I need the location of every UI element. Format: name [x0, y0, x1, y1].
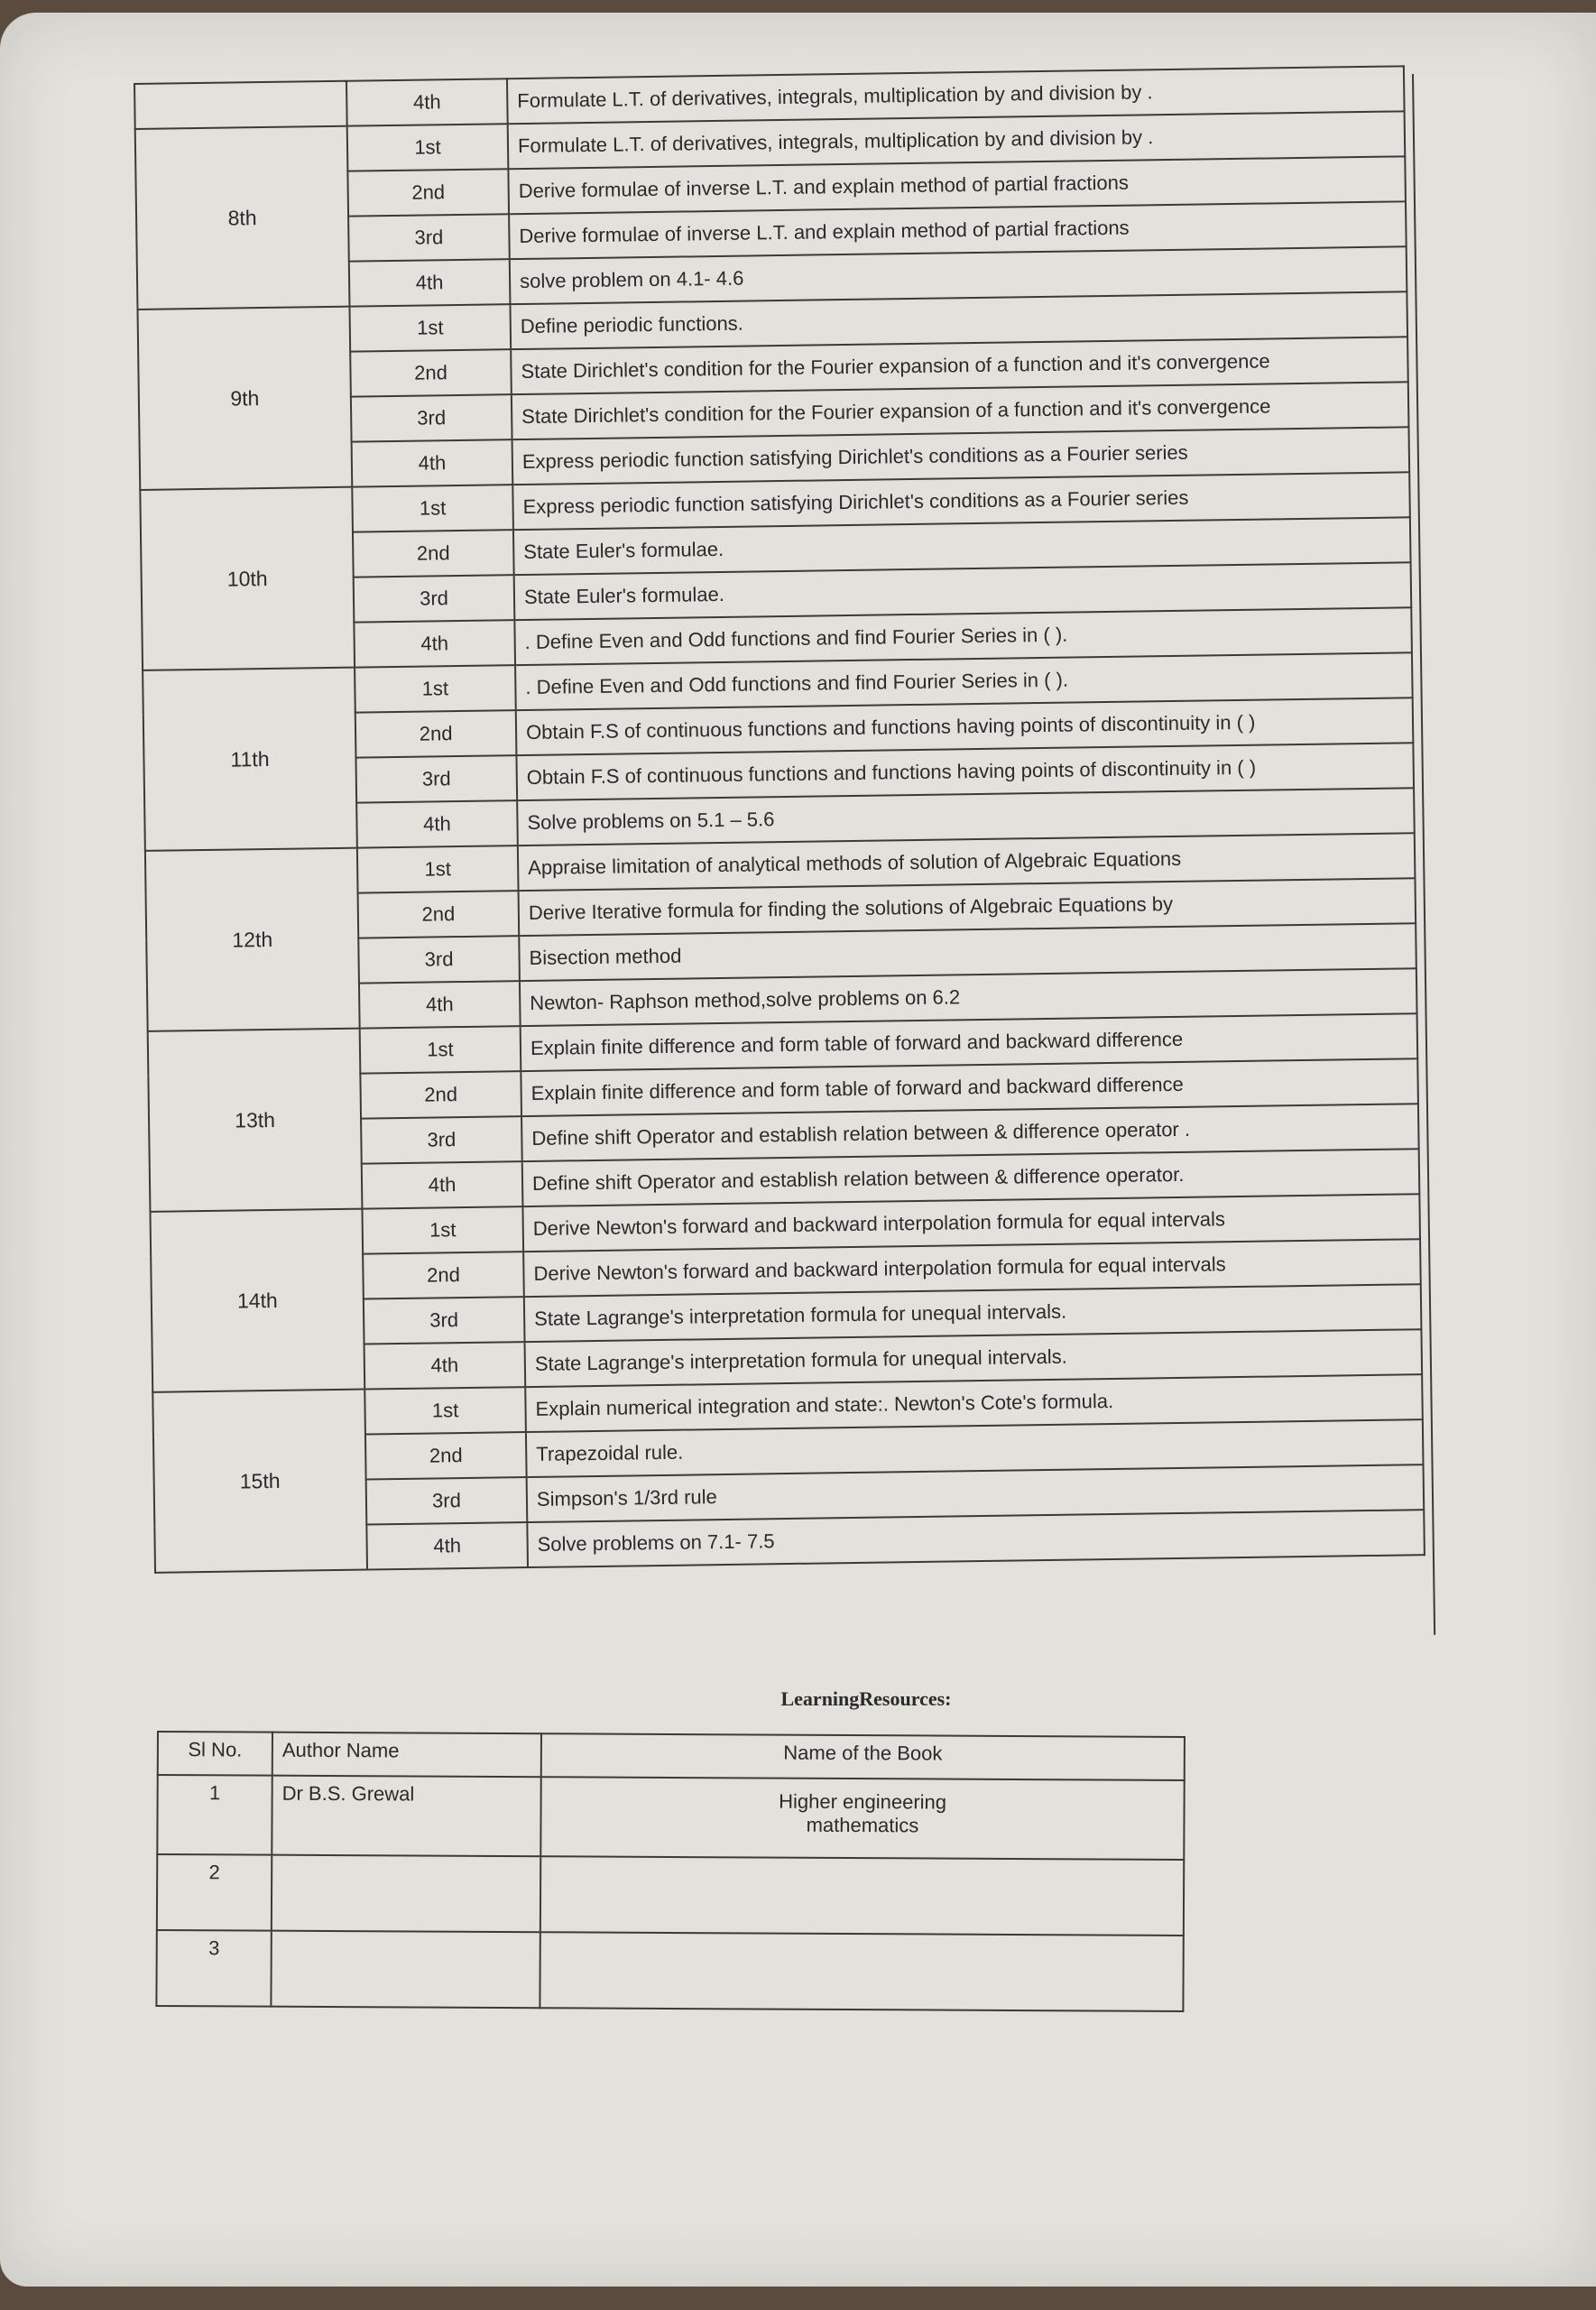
topic-cell: State Lagrange's interpretation formula for unequal intervals.: [525, 1329, 1423, 1387]
topic-cell: . Define Even and Odd functions and find Fourier Series in ( ).: [515, 652, 1413, 710]
topic-cell: State Euler's formulae.: [514, 562, 1412, 620]
topic-cell: Simpson's 1/3rd rule: [527, 1465, 1425, 1522]
topic-cell: Define shift Operator and establish relation between & difference operator .: [521, 1104, 1419, 1161]
week-cell: 15th: [152, 1390, 367, 1573]
topic-cell: Obtain F.S of continuous functions and functions having points of discontinuity in ( ): [516, 698, 1414, 755]
book-header: Name of the Book: [541, 1733, 1185, 1780]
author-header: Author Name: [272, 1732, 541, 1778]
week-cell: 14th: [150, 1209, 364, 1392]
lecture-day-cell: 4th: [362, 1161, 523, 1208]
book-cell: [540, 1777, 1184, 1860]
author-cell: [271, 1931, 540, 2009]
topic-cell: Derive Newton's forward and backward interpolation formula for equal intervals: [523, 1239, 1421, 1297]
lecture-day-cell: 4th: [359, 981, 521, 1028]
topic-cell: Derive formulae of inverse L.T. and explain method of partial fractions: [509, 201, 1407, 259]
week-cell: [134, 81, 347, 129]
topic-cell: . Define Even and Odd functions and find Fourier Series in ( ).: [514, 607, 1412, 665]
learning-resources-heading: LearningResources:: [780, 1687, 952, 1710]
topic-cell: Define shift Operator and establish relation between & difference operator.: [522, 1149, 1420, 1206]
lecture-day-cell: 3rd: [351, 394, 512, 441]
lecture-day-cell: 1st: [364, 1387, 526, 1434]
book-title: Higher engineering mathematics: [779, 1789, 947, 1837]
lecture-day-cell: 3rd: [355, 755, 517, 802]
sl-no-header: Sl No.: [158, 1732, 272, 1776]
lecture-day-cell: 2nd: [347, 169, 509, 216]
topic-cell: Derive Newton's forward and backward interpolation formula for equal intervals: [522, 1194, 1420, 1252]
lecture-day-cell: 1st: [347, 124, 509, 171]
lecture-day-cell: 4th: [366, 1522, 528, 1569]
lecture-day-cell: 3rd: [366, 1477, 528, 1524]
topic-cell: Trapezoidal rule.: [526, 1419, 1424, 1477]
topic-cell: Derive formulae of inverse L.T. and explain method of partial fractions: [508, 156, 1406, 214]
topic-cell: Solve problems on 7.1- 7.5: [527, 1510, 1425, 1567]
topic-cell: Solve problems on 5.1 – 5.6: [517, 788, 1415, 845]
lecture-day-cell: 4th: [364, 1342, 526, 1389]
week-cell: 12th: [145, 848, 360, 1031]
topic-cell: Express periodic function satisfying Dirichlet's conditions as a Fourier series: [512, 472, 1410, 530]
lecture-day-cell: 2nd: [363, 1252, 524, 1298]
lecture-day-cell: 3rd: [364, 1297, 525, 1344]
week-cell: 8th: [135, 126, 350, 310]
week-cell: 9th: [138, 307, 353, 490]
sl-no-cell: 3: [156, 1930, 271, 2007]
lecture-day-cell: 2nd: [350, 349, 512, 396]
table-header-row: [158, 1732, 1185, 1780]
topic-cell: Explain numerical integration and state:. Newton's Cote's formula.: [525, 1374, 1423, 1432]
author-cell: Dr B.S. Grewal: [272, 1776, 540, 1857]
topic-cell: Newton- Raphson method,solve problems on 6.2: [520, 968, 1417, 1026]
topic-cell: Formulate L.T. of derivatives, integrals, multiplication by and division by .: [508, 111, 1406, 169]
learning-resources-table: [155, 1731, 1185, 2012]
lecture-day-cell: 3rd: [361, 1116, 522, 1163]
lecture-day-cell: 2nd: [358, 891, 520, 938]
topic-cell: solve problem on 4.1- 4.6: [510, 246, 1407, 304]
lecture-day-cell: 1st: [360, 1026, 521, 1073]
topic-cell: Define periodic functions.: [510, 291, 1407, 349]
book-cell: [540, 1856, 1184, 1936]
lecture-day-cell: 2nd: [355, 710, 517, 757]
lecture-day-cell: 4th: [349, 259, 511, 306]
lecture-day-cell: 4th: [346, 79, 508, 125]
topic-cell: Bisection method: [519, 923, 1416, 981]
lecture-day-cell: 1st: [355, 665, 516, 712]
topic-cell: State Dirichlet's condition for the Fourier expansion of a function and it's convergence: [512, 382, 1409, 439]
week-cell: 11th: [143, 668, 357, 851]
topic-cell: Express periodic function satisfying Dirichlet's conditions as a Fourier series: [512, 427, 1410, 485]
lesson-plan-table: [134, 65, 1425, 1574]
sl-no-cell: 1: [157, 1775, 272, 1855]
lecture-day-cell: 1st: [357, 845, 519, 892]
lecture-day-cell: 4th: [354, 620, 515, 667]
lecture-day-cell: 2nd: [360, 1071, 521, 1118]
book-cell: [540, 1932, 1183, 2011]
table-row: [157, 1775, 1184, 1860]
topic-cell: State Lagrange's interpretation formula for unequal intervals.: [524, 1284, 1422, 1342]
sl-no-cell: 2: [157, 1854, 272, 1931]
topic-cell: State Euler's formulae.: [513, 517, 1411, 575]
lecture-day-cell: 3rd: [354, 575, 515, 622]
lecture-day-cell: 1st: [362, 1206, 523, 1253]
topic-cell: State Dirichlet's condition for the Fourier expansion of a function and it's convergence: [511, 337, 1408, 394]
lecture-day-cell: 1st: [352, 485, 513, 531]
topic-cell: Obtain F.S of continuous functions and functions having points of discontinuity in ( ): [516, 743, 1414, 800]
lecture-day-cell: 3rd: [348, 214, 510, 261]
topic-cell: Explain finite difference and form table of forward and backward difference: [521, 1013, 1418, 1071]
topic-cell: Explain finite difference and form table of forward and backward difference: [521, 1058, 1418, 1116]
lesson-plan-body: [134, 66, 1425, 1572]
topic-cell: Appraise limitation of analytical methods of solution of Algebraic Equations: [518, 833, 1416, 891]
lecture-day-cell: 4th: [356, 800, 518, 847]
author-cell: [272, 1855, 540, 1933]
lecture-day-cell: 2nd: [353, 530, 514, 577]
week-cell: 13th: [148, 1029, 363, 1212]
topic-cell: Derive Iterative formula for finding the solutions of Algebraic Equations by: [519, 878, 1416, 936]
topic-cell: Formulate L.T. of derivatives, integrals, multiplication by and division by .: [507, 66, 1405, 124]
lecture-day-cell: 4th: [352, 439, 513, 486]
table-row: [156, 1930, 1183, 2011]
lecture-day-cell: 2nd: [365, 1432, 527, 1479]
table-row: [157, 1854, 1184, 1936]
lecture-day-cell: 1st: [349, 304, 511, 351]
lecture-day-cell: 3rd: [358, 936, 520, 983]
week-cell: 10th: [140, 487, 355, 670]
